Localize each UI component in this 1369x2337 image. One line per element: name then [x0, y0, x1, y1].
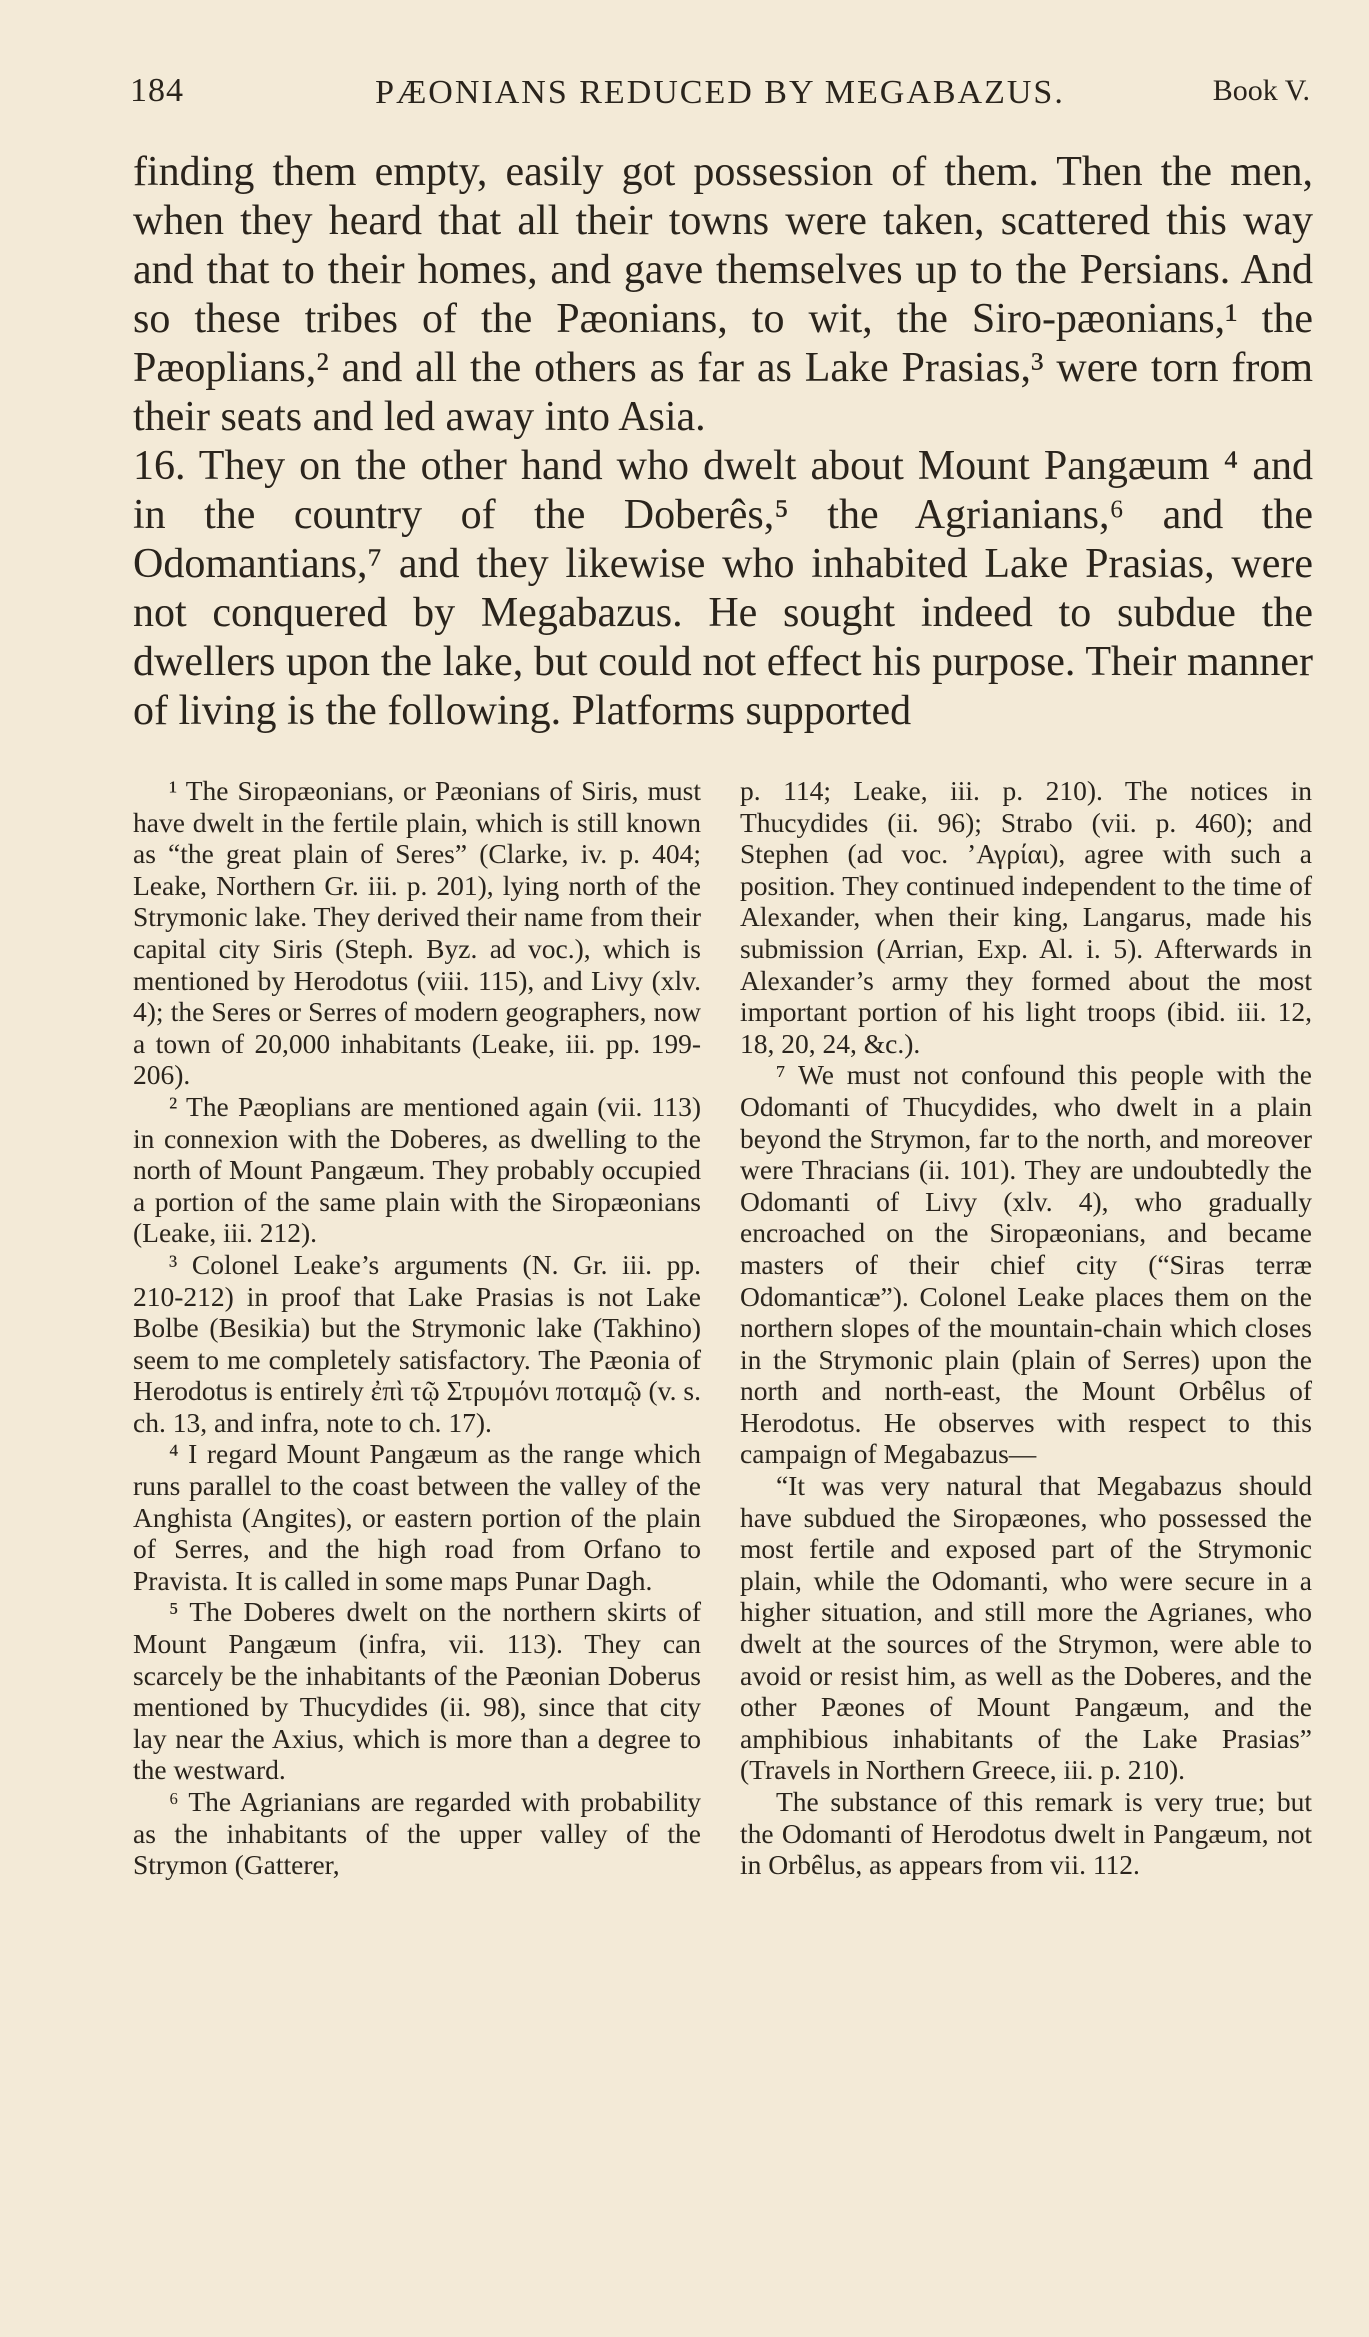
footnote-7: ⁷ We must not confound this people with the Odomanti of Thucydides, who dwelt in a plain beyond the Strymon, far to the north, and moreover were Thracians (ii. 101). They are undoubtedly the Odomanti of Livy (xlv. 4), who gradually encroached on the Siropæonians, and became masters of their chief city (“Siras terræ Odomanticæ”). Colonel Leake places them on the northern slopes of the mountain-chain which closes in the Strymonic plain (plain of Serres) upon the north and north-east, the Mount Orbêlus of Herodotus. He observes with respect to this campaign of Megabazus— [740, 1059, 1312, 1470]
footnotes-left-column [133, 775, 701, 1881]
footnote-1: ¹ The Siropæonians, or Pæonians of Siris, must have dwelt in the fertile plain, which is still known as “the great plain of Seres” (Clarke, iv. p. 404; Leake, Northern Gr. iii. p. 201), lying north of the Strymonic lake. They derived their name from their capital city Siris (Steph. Byz. ad voc.), which is mentioned by Herodotus (viii. 115), and Livy (xlv. 4); the Seres or Serres of modern geographers, now a town of 20,000 inhabitants (Leake, iii. pp. 199-206). [133, 775, 701, 1091]
footnote-6-continued: p. 114; Leake, iii. p. 210). The notices in Thucydides (ii. 96); Strabo (vii. p. 460); and Stephen (ad voc. ’Αγρίαι), agree with such a position. They continued independent to the time of Alexander, when their king, Langarus, made his submission (Arrian, Exp. Al. i. 5). Afterwards in Alexander’s army they formed about the most important portion of his light troops (ibid. iii. 12, 18, 20, 24, &c.). [740, 775, 1312, 1059]
footnote-5: ⁵ The Doberes dwelt on the northern skirts of Mount Pangæum (infra, vii. 113). They can scarcely be the inhabitants of the Pæonian Doberus mentioned by Thucydides (ii. 98), since that city lay near the Axius, which is more than a degree to the westward. [133, 1596, 701, 1786]
book-label: Book V. [1212, 74, 1310, 107]
footnote-3: ³ Colonel Leake’s arguments (N. Gr. iii. pp. 210-212) in proof that Lake Prasias is not Lake Bolbe (Besikia) but the Strymonic lake (Takhino) seem to me completely satisfactory. The Pæonia of Herodotus is entirely ἐπὶ τῷ Στρυμόνι ποταμῷ (v. s. ch. 13, and infra, note to ch. 17). [133, 1248, 701, 1438]
main-paragraph-1: finding them empty, easily got possession of them. Then the men, when they heard that all their towns were taken, scattered this way and that to their homes, and gave themselves up to the Persians. And so these tribes of the Pæonians, to wit, the Siro-pæonians,¹ the Pæoplians,² and all the others as far as Lake Prasias,³ were torn from their seats and led away into Asia. [133, 149, 1313, 440]
footnote-7-quote: “It was very natural that Megabazus should have subdued the Siropæones, who possessed the most fertile and exposed part of the Strymonic plain, while the Odomanti, who were secure in a higher situation, and still more the Agrianes, who dwelt at the sources of the Strymon, were able to avoid or resist him, as well as the Doberes, and the other Pæones of Mount Pangæum, and the amphibious inhabitants of the Lake Prasias” (Travels in Northern Greece, iii. p. 210). [740, 1470, 1312, 1786]
footnote-4: ⁴ I regard Mount Pangæum as the range which runs parallel to the coast between the valley of the Anghista (Angites), or eastern portion of the plain of Serres, and the high road from Orfano to Pravista. It is called in some maps Punar Dagh. [133, 1438, 701, 1596]
page-number: 184 [130, 72, 184, 109]
footnote-2: ² The Pæoplians are mentioned again (vii. 113) in connexion with the Doberes, as dwelling to the north of Mount Pangæum. They probably occupied a portion of the same plain with the Siropæonians (Leake, iii. 212). [133, 1090, 701, 1249]
running-title: PÆONIANS REDUCED BY MEGABAZUS. [375, 74, 1065, 111]
main-paragraph-2: 16. They on the other hand who dwelt about Mount Pangæum ⁴ and in the country of the Doberês,⁵ the Agrianians,⁶ and the Odomantians,⁷ and they likewise who inhabited Lake Prasias, were not conquered by Megabazus. He sought indeed to subdue the dwellers upon the lake, but could not effect his purpose. Their manner of living is the following. Platforms supported [133, 443, 1313, 734]
running-header [130, 72, 1310, 122]
footnote-7-remark: The substance of this remark is very true; but the Odomanti of Herodotus dwelt in Pangæum, not in Orbêlus, as appears from vii. 112. [740, 1786, 1312, 1881]
footnote-6: ⁶ The Agrianians are regarded with probability as the inhabitants of the upper valley of the Strymon (Gatterer, [133, 1786, 701, 1881]
footnotes-right-column [740, 775, 1312, 1881]
main-text [133, 148, 1313, 736]
